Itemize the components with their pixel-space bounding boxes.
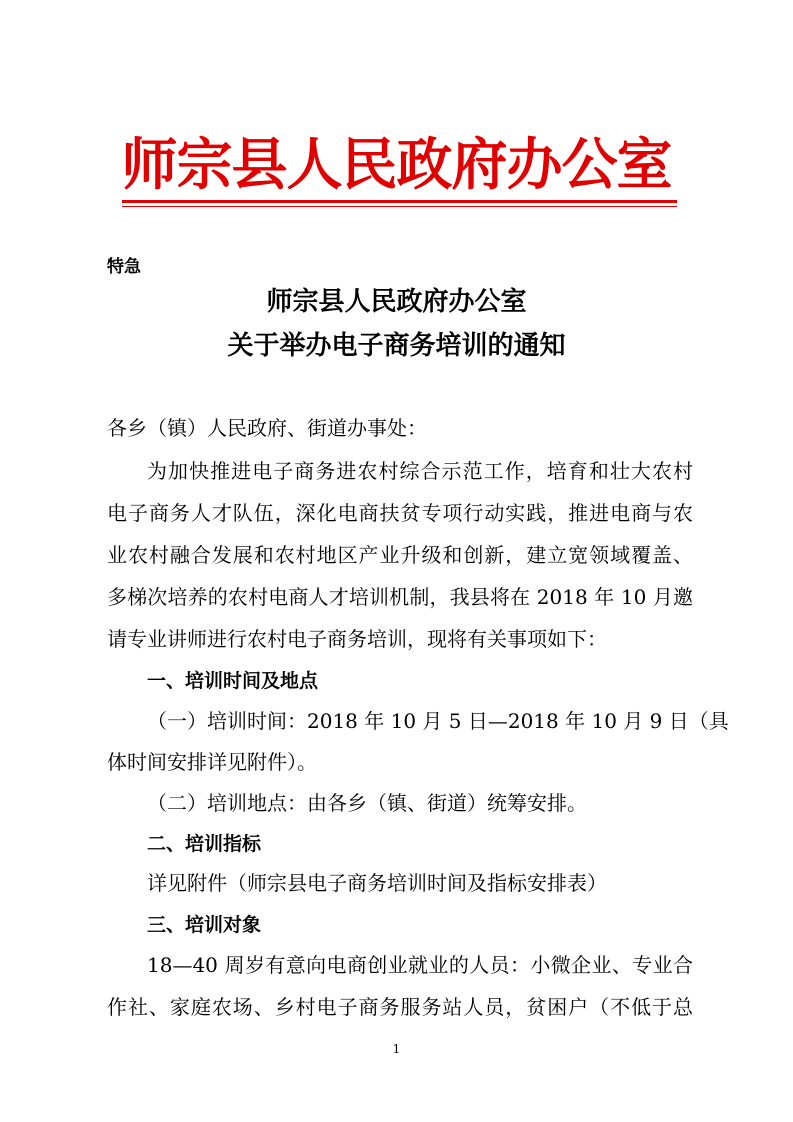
training-time-line: 体时间安排详见附件）。 xyxy=(107,750,317,774)
letterhead-title: 师宗县人民政府办公室 xyxy=(121,132,672,198)
training-location-line: （二）培训地点：由各乡（镇、街道）统筹安排。 xyxy=(147,791,587,815)
urgency-label: 特急 xyxy=(107,257,141,277)
salutation: 各乡（镇）人民政府、街道办事处： xyxy=(107,416,427,440)
training-time-line: （一）培训时间：2018 年 10 月 5 日—2018 年 10 月 9 日（具 xyxy=(147,709,729,733)
quota-text: 详见附件（师宗县电子商务培训时间及指标安排表） xyxy=(147,871,607,895)
page-number: 1 xyxy=(392,1042,401,1056)
intro-line: 业农村融合发展和农村地区产业升级和创新，建立宽领域覆盖、 xyxy=(107,543,693,567)
section-heading-target: 三、培训对象 xyxy=(147,914,262,936)
intro-line: 为加快推进电子商务进农村综合示范工作，培育和壮大农村 xyxy=(147,459,693,483)
intro-line: 请专业讲师进行农村电子商务培训，现将有关事项如下： xyxy=(107,627,607,651)
intro-line: 多梯次培养的农村电商人才培训机制，我县将在 2018 年 10 月邀 xyxy=(107,585,693,609)
document-title-line-2: 关于举办电子商务培训的通知 xyxy=(227,331,566,361)
section-heading-time-location: 一、培训时间及地点 xyxy=(147,670,319,692)
target-line: 作社、家庭农场、乡村电子商务服务站人员，贫困户（不低于总 xyxy=(107,995,693,1019)
document-title-line-1: 师宗县人民政府办公室 xyxy=(266,287,527,317)
letterhead-red-rule xyxy=(122,200,677,203)
target-line: 18—40 周岁有意向电商创业就业的人员：小微企业、专业合 xyxy=(147,953,693,977)
section-heading-quota: 二、培训指标 xyxy=(147,833,262,855)
letterhead-red-rule-thin xyxy=(122,206,677,207)
intro-line: 电子商务人才队伍，深化电商扶贫专项行动实践，推进电商与农 xyxy=(107,501,693,525)
